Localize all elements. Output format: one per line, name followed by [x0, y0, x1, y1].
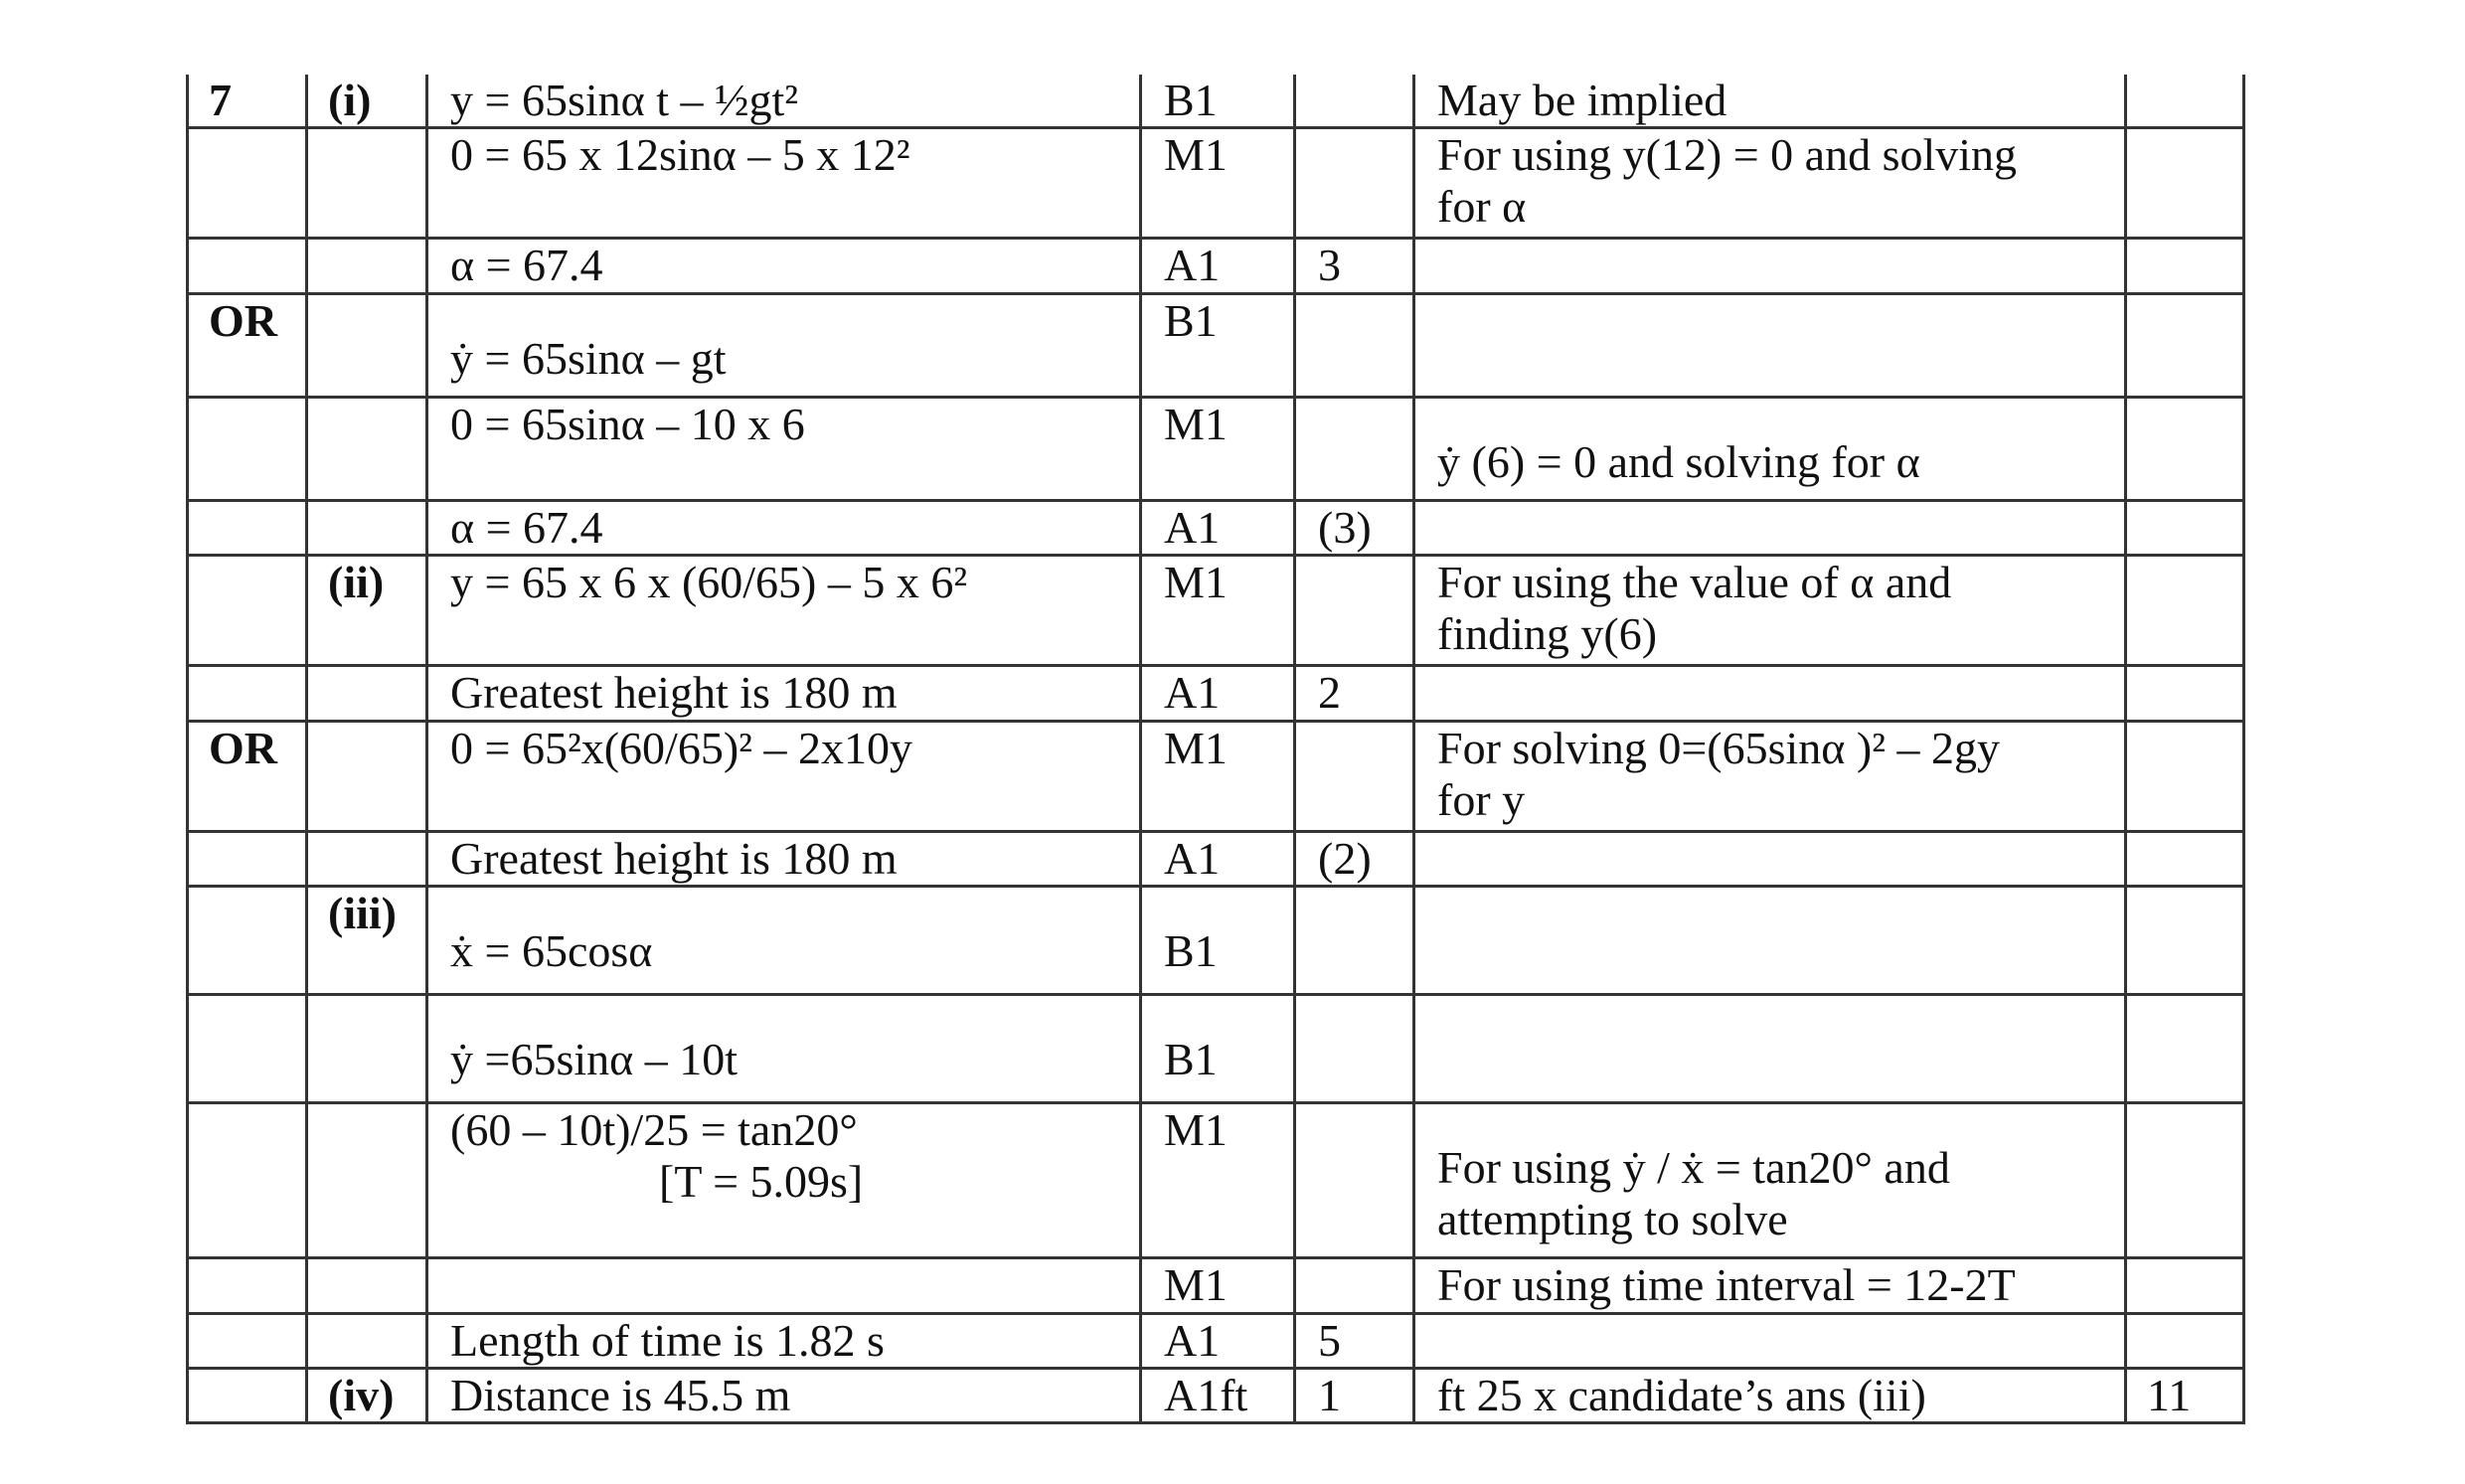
comment-line: For using ẏ / ẋ = tan20° and: [1437, 1142, 1950, 1193]
working-line: α = 67.4: [450, 240, 603, 290]
working-cell: [427, 666, 1141, 722]
working-line: [T = 5.09s]: [659, 1156, 864, 1207]
comment-line: For solving 0=(65sinα )² – 2gy: [1437, 723, 2001, 773]
mark-cell: A1: [1141, 666, 1295, 722]
mark-cell: A1: [1141, 832, 1295, 887]
part-total-cell: [1295, 128, 1414, 239]
part-label: [307, 501, 427, 556]
table-row: [188, 832, 2244, 887]
mark-scheme-table: [186, 75, 2245, 1424]
part-total-cell: 5: [1295, 1314, 1414, 1369]
working-cell: [427, 1103, 1141, 1258]
question-total-cell: [2126, 666, 2244, 722]
comment-cell: [1414, 887, 2126, 995]
mark-cell: M1: [1141, 1258, 1295, 1314]
working-line: ẏ =65sinα – 10t: [450, 1034, 739, 1084]
comment-line: for α: [1437, 181, 1527, 232]
working-cell: [427, 556, 1141, 666]
comment-line: For using time interval = 12-2T: [1437, 1259, 2016, 1310]
question-number: [188, 239, 307, 294]
question-number: 7: [188, 75, 307, 128]
comment-line: ẏ (6) = 0 and solving for α: [1437, 436, 1920, 487]
part-label: (iii): [307, 887, 427, 995]
question-total-cell: [2126, 75, 2244, 128]
comment-cell: [1414, 75, 2126, 128]
question-number: [188, 887, 307, 995]
working-cell: [427, 501, 1141, 556]
part-label: [307, 1103, 427, 1258]
mark-cell: A1ft: [1141, 1369, 1295, 1423]
part-label: [307, 722, 427, 832]
working-cell: [427, 398, 1141, 501]
table-row: [188, 501, 2244, 556]
table-row: [188, 722, 2244, 832]
question-total-cell: 11: [2126, 1369, 2244, 1423]
question-total-cell: [2126, 1103, 2244, 1258]
part-label: (i): [307, 75, 427, 128]
mark-cell: B1: [1141, 75, 1295, 128]
table-row: [188, 1314, 2244, 1369]
working-cell: [427, 128, 1141, 239]
part-total-cell: 2: [1295, 666, 1414, 722]
table-row: [188, 556, 2244, 666]
mark-cell: M1: [1141, 722, 1295, 832]
comment-cell: [1414, 398, 2126, 501]
question-total-cell: [2126, 995, 2244, 1103]
question-number: [188, 128, 307, 239]
working-line: 0 = 65²x(60/65)² – 2x10y: [450, 723, 912, 773]
mark-cell: A1: [1141, 239, 1295, 294]
question-number: [188, 832, 307, 887]
table-row: [188, 995, 2244, 1103]
question-number: [188, 1103, 307, 1258]
comment-cell: [1414, 128, 2126, 239]
working-line: ẏ = 65sinα – gt: [450, 333, 727, 384]
mark-cell: A1: [1141, 501, 1295, 556]
comment-cell: [1414, 294, 2126, 398]
table-row: [188, 398, 2244, 501]
working-line: Distance is 45.5 m: [450, 1370, 791, 1420]
question-number: [188, 501, 307, 556]
comment-cell: [1414, 1103, 2126, 1258]
comment-line: for y: [1437, 774, 1526, 825]
comment-line: ft 25 x candidate’s ans (iii): [1437, 1370, 1926, 1420]
working-line: α = 67.4: [450, 502, 603, 553]
comment-cell: [1414, 501, 2126, 556]
comment-cell: [1414, 832, 2126, 887]
question-total-cell: [2126, 501, 2244, 556]
question-total-cell: [2126, 398, 2244, 501]
comment-cell: [1414, 995, 2126, 1103]
part-total-cell: [1295, 398, 1414, 501]
table-row: [188, 887, 2244, 995]
question-number: OR: [188, 722, 307, 832]
question-total-cell: [2126, 294, 2244, 398]
part-label: [307, 832, 427, 887]
mark-cell: M1: [1141, 398, 1295, 501]
part-label: (iv): [307, 1369, 427, 1423]
working-line: Length of time is 1.82 s: [450, 1315, 885, 1366]
working-cell: [427, 239, 1141, 294]
question-total-cell: [2126, 239, 2244, 294]
question-total-cell: [2126, 887, 2244, 995]
question-total-cell: [2126, 1314, 2244, 1369]
question-number: [188, 398, 307, 501]
part-total-cell: [1295, 1103, 1414, 1258]
comment-cell: [1414, 1314, 2126, 1369]
part-label: [307, 398, 427, 501]
comment-cell: [1414, 1369, 2126, 1423]
part-label: [307, 666, 427, 722]
working-line: y = 65 x 6 x (60/65) – 5 x 6²: [450, 557, 968, 607]
comment-cell: [1414, 666, 2126, 722]
working-cell: [427, 1258, 1141, 1314]
part-label: [307, 128, 427, 239]
part-total-cell: [1295, 1258, 1414, 1314]
part-label: [307, 1258, 427, 1314]
mark-scheme: [186, 75, 2242, 1424]
question-number: [188, 1314, 307, 1369]
question-total-cell: [2126, 1258, 2244, 1314]
part-label: [307, 239, 427, 294]
question-total-cell: [2126, 832, 2244, 887]
table-row: [188, 1369, 2244, 1423]
comment-line: For using y(12) = 0 and solving: [1437, 129, 2018, 180]
mark-cell: A1: [1141, 1314, 1295, 1369]
part-total-cell: [1295, 722, 1414, 832]
working-line: Greatest height is 180 m: [450, 667, 898, 718]
question-number: [188, 556, 307, 666]
comment-line: attempting to solve: [1437, 1194, 1788, 1244]
working-cell: [427, 995, 1141, 1103]
part-total-cell: (3): [1295, 501, 1414, 556]
part-label: [307, 1314, 427, 1369]
working-cell: [427, 1314, 1141, 1369]
working-cell: [427, 722, 1141, 832]
comment-line: May be implied: [1437, 75, 1727, 125]
comment-cell: [1414, 556, 2126, 666]
mark-cell: [1141, 995, 1295, 1103]
part-label: (ii): [307, 556, 427, 666]
mark-cell: M1: [1141, 1103, 1295, 1258]
part-label: [307, 995, 427, 1103]
comment-cell: [1414, 722, 2126, 832]
comment-cell: [1414, 239, 2126, 294]
question-total-cell: [2126, 128, 2244, 239]
mark-cell: [1141, 887, 1295, 995]
table-row: [188, 1103, 2244, 1258]
table-row: [188, 239, 2244, 294]
mark-value: B1: [1164, 925, 1218, 976]
mark-cell: M1: [1141, 128, 1295, 239]
working-line: (60 – 10t)/25 = tan20°: [450, 1104, 858, 1155]
question-total-cell: [2126, 556, 2244, 666]
part-total-cell: [1295, 556, 1414, 666]
table-row: [188, 666, 2244, 722]
working-cell: [427, 294, 1141, 398]
part-total-cell: [1295, 75, 1414, 128]
working-cell: [427, 1369, 1141, 1423]
part-total-cell: [1295, 995, 1414, 1103]
working-line: 0 = 65sinα – 10 x 6: [450, 399, 805, 449]
comment-line: finding y(6): [1437, 608, 1658, 659]
comment-cell: [1414, 1258, 2126, 1314]
table-row: [188, 294, 2244, 398]
mark-cell: B1: [1141, 294, 1295, 398]
part-total-cell: (2): [1295, 832, 1414, 887]
part-total-cell: [1295, 294, 1414, 398]
question-number: [188, 666, 307, 722]
question-number: [188, 995, 307, 1103]
table-row: [188, 128, 2244, 239]
table-row: [188, 75, 2244, 128]
part-total-cell: [1295, 887, 1414, 995]
part-total-cell: 3: [1295, 239, 1414, 294]
comment-line: For using the value of α and: [1437, 557, 1952, 607]
working-line: ẋ = 65cosα: [450, 925, 653, 976]
working-line: 0 = 65 x 12sinα – 5 x 12²: [450, 129, 910, 180]
question-number: [188, 1258, 307, 1314]
working-line: y = 65sinα t – ½gt²: [450, 75, 799, 125]
mark-cell: M1: [1141, 556, 1295, 666]
part-label: [307, 294, 427, 398]
working-cell: [427, 75, 1141, 128]
mark-value: B1: [1164, 1034, 1218, 1084]
question-total-cell: [2126, 722, 2244, 832]
part-total-cell: 1: [1295, 1369, 1414, 1423]
working-cell: [427, 832, 1141, 887]
question-number: OR: [188, 294, 307, 398]
table-row: [188, 1258, 2244, 1314]
working-cell: [427, 887, 1141, 995]
working-line: Greatest height is 180 m: [450, 833, 898, 884]
question-number: [188, 1369, 307, 1423]
